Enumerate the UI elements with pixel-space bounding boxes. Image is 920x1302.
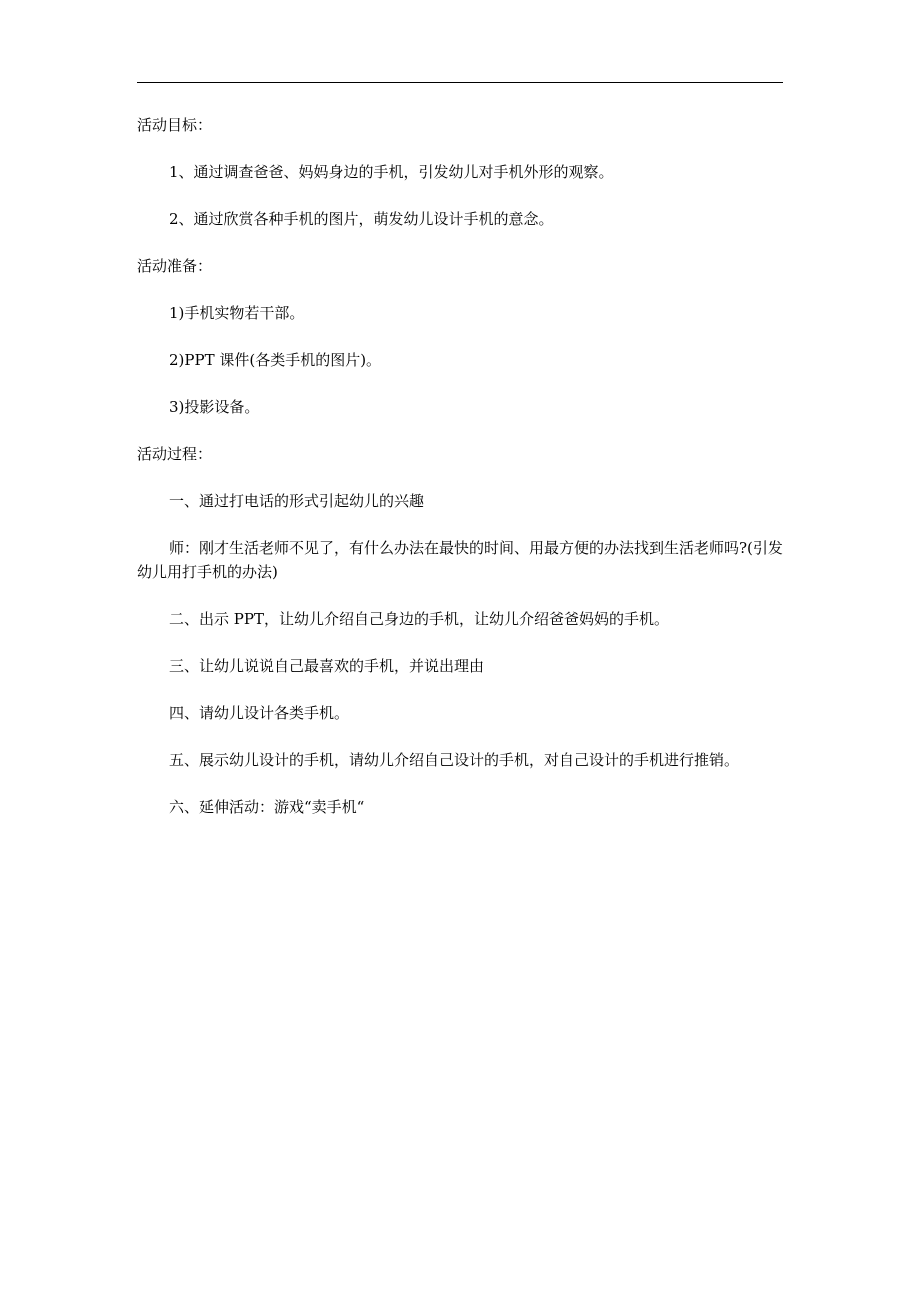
preparation-item-3: 3)投影设备。: [169, 398, 260, 416]
process-step-6: 六、延伸活动：游戏“卖手机“: [169, 798, 365, 816]
document-body: [137, 113, 785, 842]
objective-item-1: 1、通过调查爸爸、妈妈身边的手机，引发幼儿对手机外形的观察。: [169, 163, 614, 181]
objectives-heading: 活动目标：: [137, 116, 213, 134]
process-step-3: 三、让幼儿说说自己最喜欢的手机，并说出理由: [169, 657, 485, 675]
process-heading: 活动过程：: [137, 445, 213, 463]
header-rule: [137, 82, 783, 83]
teacher-dialogue: 师：刚才生活老师不见了，有什么办法在最快的时间、用最方便的办法找到生活老师吗?(引发幼儿用打手机的办法): [137, 539, 783, 581]
preparation-item-1: 1)手机实物若干部。: [169, 304, 305, 322]
process-step-4: 四、请幼儿设计各类手机。: [169, 704, 350, 722]
process-step-5: 五、展示幼儿设计的手机，请幼儿介绍自己设计的手机，对自己设计的手机进行推销。: [169, 751, 740, 769]
process-step-2: 二、出示 PPT，让幼儿介绍自己身边的手机，让幼儿介绍爸爸妈妈的手机。: [169, 610, 669, 628]
objective-item-2: 2、通过欣赏各种手机的图片，萌发幼儿设计手机的意念。: [169, 210, 554, 228]
preparation-item-2: 2)PPT 课件(各类手机的图片)。: [169, 351, 382, 369]
preparation-heading: 活动准备：: [137, 257, 213, 275]
process-step-1: 一、通过打电话的形式引起幼儿的兴趣: [169, 492, 425, 510]
